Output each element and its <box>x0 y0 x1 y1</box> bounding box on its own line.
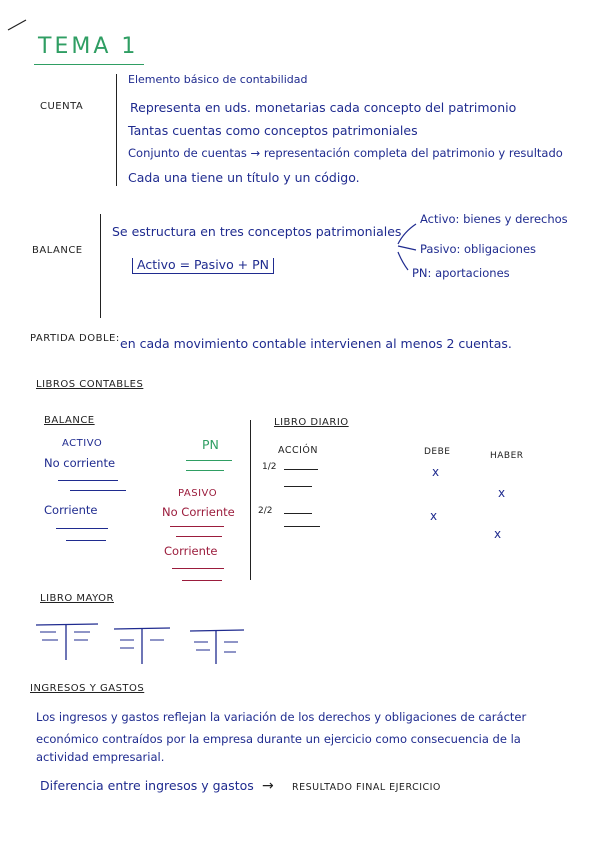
t-account-3 <box>190 630 244 664</box>
t-account-2 <box>114 628 170 664</box>
resultado-text: RESULTADO FINAL EJERCICIO <box>292 782 441 793</box>
pasivo-no-corriente: No Corriente <box>162 505 235 519</box>
diario-date: 2/2 <box>258 506 273 516</box>
placeholder-line <box>172 568 224 569</box>
placeholder-line <box>284 486 312 487</box>
libro-diario-label: LIBRO DIARIO <box>274 417 349 428</box>
activo-corriente: Corriente <box>44 503 98 517</box>
pasivo-corriente: Corriente <box>164 544 218 558</box>
haber-heading: HABER <box>490 451 524 461</box>
placeholder-line <box>58 480 118 481</box>
cuenta-brace <box>116 74 117 186</box>
placeholder-line <box>284 469 318 470</box>
diario-date: 1/2 <box>262 462 277 472</box>
balance-branch-pasivo: Pasivo: obligaciones <box>420 242 537 256</box>
page-title: TEMA 1 <box>38 34 139 59</box>
balance-structure-text: Se estructura en tres conceptos patrimoniales <box>112 224 402 239</box>
balance-branch-pn: PN: aportaciones <box>412 266 510 280</box>
cuenta-item: Cada una tiene un título y un código. <box>128 170 360 185</box>
ingresos-paragraph-line: Los ingresos y gastos reflejan la variación de los derechos y obligaciones de carácter <box>36 710 527 724</box>
balance-brace <box>100 214 101 318</box>
libros-heading: LIBROS CONTABLES <box>36 379 144 390</box>
t-account-1 <box>36 624 98 660</box>
placeholder-line <box>66 540 106 541</box>
activo-no-corriente: No corriente <box>44 456 116 470</box>
haber-mark: x <box>498 486 506 500</box>
debe-mark: x <box>432 465 440 479</box>
pen-stroke <box>8 20 26 30</box>
ingresos-paragraph-line: actividad empresarial. <box>36 750 165 764</box>
placeholder-line <box>170 526 224 527</box>
balance-label: BALANCE <box>32 245 83 256</box>
placeholder-line <box>176 536 222 537</box>
libro-mayor-label: LIBRO MAYOR <box>40 593 114 604</box>
activo-heading: ACTIVO <box>62 438 103 449</box>
partida-text: en cada movimiento contable intervienen al menos 2 cuentas. <box>120 336 512 351</box>
cuenta-label: CUENTA <box>40 101 84 112</box>
cuenta-item: Conjunto de cuentas → representación completa del patrimonio y resultado <box>128 146 563 160</box>
debe-mark: x <box>430 509 438 523</box>
placeholder-line <box>186 470 224 471</box>
cuenta-item: Elemento básico de contabilidad <box>128 73 308 86</box>
balance-formula: Activo = Pasivo + PN <box>132 258 274 274</box>
ingresos-heading: INGRESOS Y GASTOS <box>30 683 145 694</box>
partida-label: PARTIDA DOBLE: <box>30 333 120 344</box>
ingresos-paragraph-line: económico contraídos por la empresa durante un ejercicio como consecuencia de la <box>36 732 521 746</box>
arrow-icon: → <box>262 778 274 794</box>
balance-branch-activo: Activo: bienes y derechos <box>420 212 568 226</box>
debe-heading: DEBE <box>424 447 451 457</box>
pn-heading: PN <box>202 437 219 452</box>
pasivo-heading: PASIVO <box>178 488 218 499</box>
placeholder-line <box>56 528 108 529</box>
cuenta-item: Tantas cuentas como conceptos patrimoniales <box>128 123 418 138</box>
cuenta-item: Representa en uds. monetarias cada concepto del patrimonio <box>130 100 517 115</box>
placeholder-line <box>70 490 126 491</box>
placeholder-line <box>284 513 312 514</box>
placeholder-line <box>284 526 320 527</box>
haber-mark: x <box>494 527 502 541</box>
placeholder-line <box>182 580 222 581</box>
diario-divider <box>250 420 251 580</box>
placeholder-line <box>186 460 232 461</box>
title-underline <box>34 64 144 65</box>
libro-balance-label: BALANCE <box>44 415 95 426</box>
accion-heading: ACCIÓN <box>278 445 318 456</box>
diferencia-text: Diferencia entre ingresos y gastos <box>40 778 254 793</box>
